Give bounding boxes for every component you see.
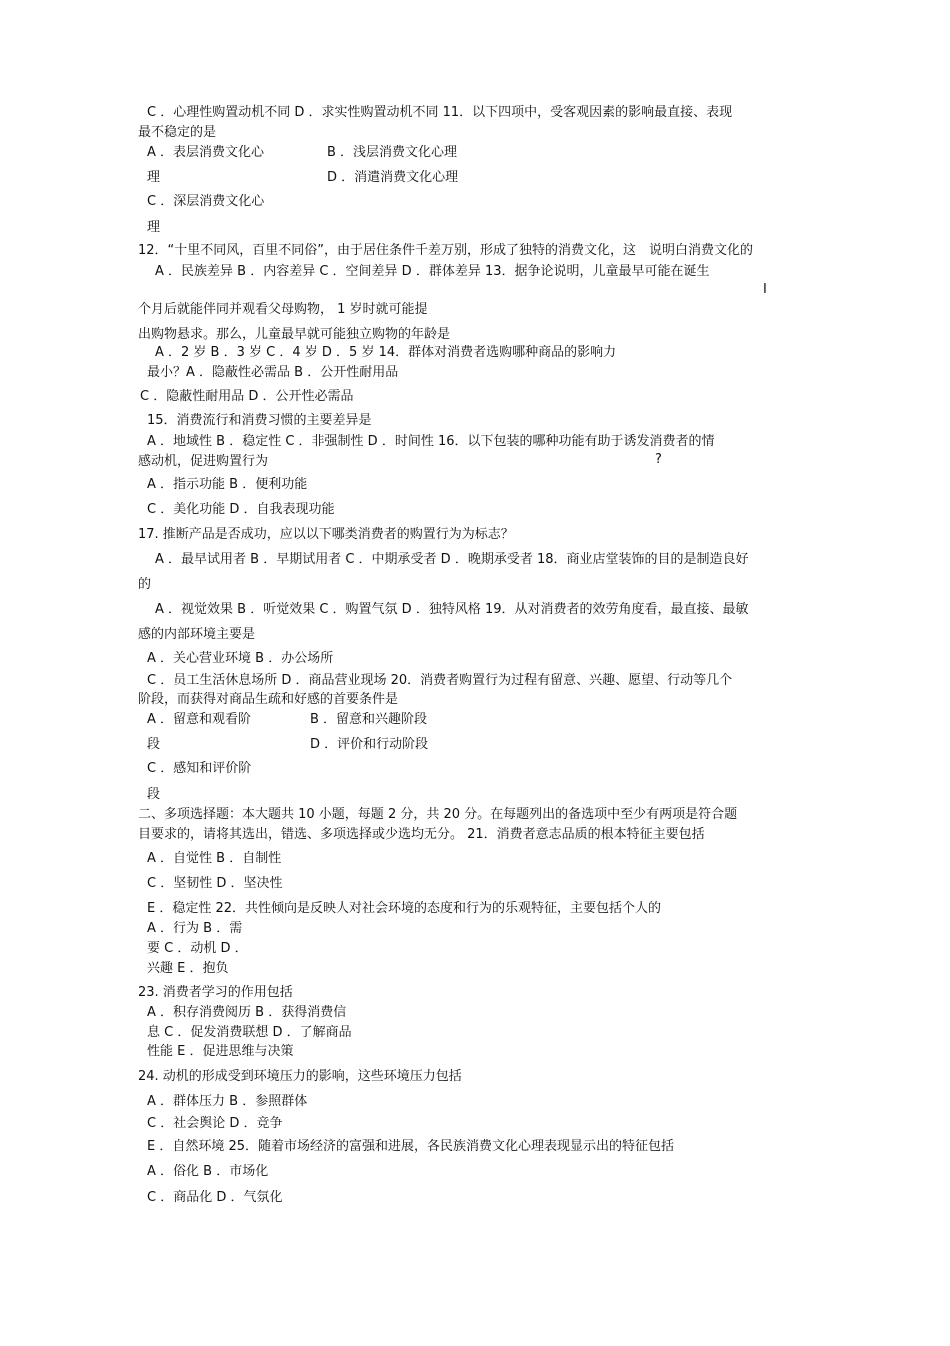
text-line-l34: C ．坚韧性 D ．坚决性	[147, 876, 283, 891]
text-line-l29: C ．感知和评价阶	[147, 761, 252, 776]
text-line-l35: E ．稳定性 22．共性倾向是反映人对社会环境的态度和行为的乐观特征，主要包括个人的	[147, 901, 662, 916]
text-line-l20: A ．最早试用者 B ．早期试用者 C ．中期承受者 D ．晚期承受者 18．商业店堂装饰的目的是制造良好	[155, 552, 749, 567]
text-line-l16: 感动机，促进购置行为	[138, 454, 269, 469]
text-line-l46: E ．自然环境 25．随着市场经济的富强和进展，各民族消费文化心理表现显示出的特征包括	[147, 1139, 675, 1154]
text-line-l47: A ．俗化 B ．市场化	[147, 1164, 269, 1179]
text-line-l42: 性能 E ．促进思维与决策	[147, 1044, 294, 1059]
text-line-l4b: D ．消遣消费文化心理	[327, 170, 459, 185]
text-line-l33: A ．自觉性 B ．自制性	[147, 851, 282, 866]
text-line-l15: A ．地域性 B ．稳定性 C ．非强制性 D ．时间性 16．以下包装的哪种功能有助于诱发消费者的情	[147, 434, 715, 449]
text-line-l1: C ．心理性购置动机不同 D ．求实性购置动机不同 11．以下四项中，受客观因素的影响最直接、表现	[147, 105, 733, 120]
text-line-l7: 12．“十里不同风，百里不同俗”，由于居住条件千差万别，形成了独特的消费文化，这 说明白消费文化的	[138, 243, 754, 258]
text-line-l12: 最小？A ．隐蔽性必需品 B ．公开性耐用品	[147, 365, 399, 380]
text-line-l6: 理	[147, 220, 161, 235]
text-line-l18: C ．美化功能 D ．自我表现功能	[147, 502, 335, 517]
text-line-l10: 出购物悬求。那么，儿童最早就可能独立购物的年龄是	[138, 327, 451, 342]
text-line-l4a: 理	[147, 170, 161, 185]
text-line-l48: C ．商品化 D ．气氛化	[147, 1190, 283, 1205]
text-line-l41: 息 C ．促发消费联想 D ．了解商品	[147, 1025, 352, 1040]
text-line-l28a: 段	[147, 737, 161, 752]
text-line-l17: A ．指示功能 B ．便利功能	[147, 477, 308, 492]
text-line-l24: A ．关心营业环境 B ．办公场所	[147, 651, 334, 666]
text-line-l23: 感的内部环境主要是	[138, 627, 256, 642]
text-line-l3a: A ．表层消费文化心	[147, 145, 265, 160]
text-line-l19: 17. 推断产品是否成功，应以以下哪类消费者的购置行为为标志？	[138, 527, 514, 542]
text-line-l28b: D ．评价和行动阶段	[310, 737, 429, 752]
text-line-l44: A ．群体压力 B ．参照群体	[147, 1094, 308, 1109]
text-line-l36: A ．行为 B ．需	[147, 921, 243, 936]
text-line-l11: A ．2 岁 B ．3 岁 C ．4 岁 D ．5 岁 14．群体对消费者选购哪种商品的影响力	[155, 345, 617, 360]
text-line-l38: 兴趣 E ．抱负	[147, 961, 229, 976]
text-line-l27b: B ．留意和兴趣阶段	[310, 712, 428, 727]
text-line-l45: C ．社会舆论 D ．竞争	[147, 1116, 283, 1131]
text-line-l8b: I	[763, 282, 767, 297]
text-line-l16b: ?	[655, 452, 662, 467]
text-line-l32: 目要求的，请将其选出，错选、多项选择或少选均无分。 21．消费者意志品质的根本特征主要包括	[138, 827, 705, 842]
text-line-l26: 阶段，而获得对商品生疏和好感的首要条件是	[138, 692, 399, 707]
text-line-l43: 24. 动机的形成受到环境压力的影响，这些环境压力包括	[138, 1069, 462, 1084]
text-line-l27a: A ．留意和观看阶	[147, 712, 252, 727]
text-line-l40: A ．积存消费阅历 B ．获得消费信	[147, 1005, 347, 1020]
text-line-l31: 二、多项选择题：本大题共 10 小题，每题 2 分，共 20 分。在每题列出的备选项中至少有两项是符合题	[138, 807, 738, 822]
text-line-l14: 15．消费流行和消费习惯的主要差异是	[147, 413, 372, 428]
text-line-l37: 要 C ．动机 D ．	[147, 941, 248, 956]
text-line-l13: C ．隐蔽性耐用品 D ．公开性必需品	[140, 389, 354, 404]
text-line-l21: 的	[138, 577, 152, 592]
text-line-l30: 段	[147, 787, 161, 802]
text-line-l3b: B ．浅层消费文化心理	[327, 145, 458, 160]
text-line-l22: A ．视觉效果 B ．听觉效果 C ．购置气氛 D ．独特风格 19．从对消费者的效劳角度看，最直接、最敏	[155, 602, 749, 617]
text-line-l9: 个月后就能伴同并观看父母购物， 1 岁时就可能提	[138, 302, 428, 317]
text-line-l8: A ．民族差异 B ．内容差异 C ．空间差异 D ．群体差异 13．据争论说明，儿童最早可能在诞生	[155, 264, 710, 279]
text-line-l5: C ．深层消费文化心	[147, 194, 265, 209]
text-line-l2: 最不稳定的是	[138, 125, 217, 140]
text-line-l39: 23. 消费者学习的作用包括	[138, 985, 293, 1000]
text-line-l25: C ．员工生活休息场所 D ．商品营业现场 20．消费者购置行为过程有留意、兴趣、愿望、行动等几个	[147, 673, 733, 688]
